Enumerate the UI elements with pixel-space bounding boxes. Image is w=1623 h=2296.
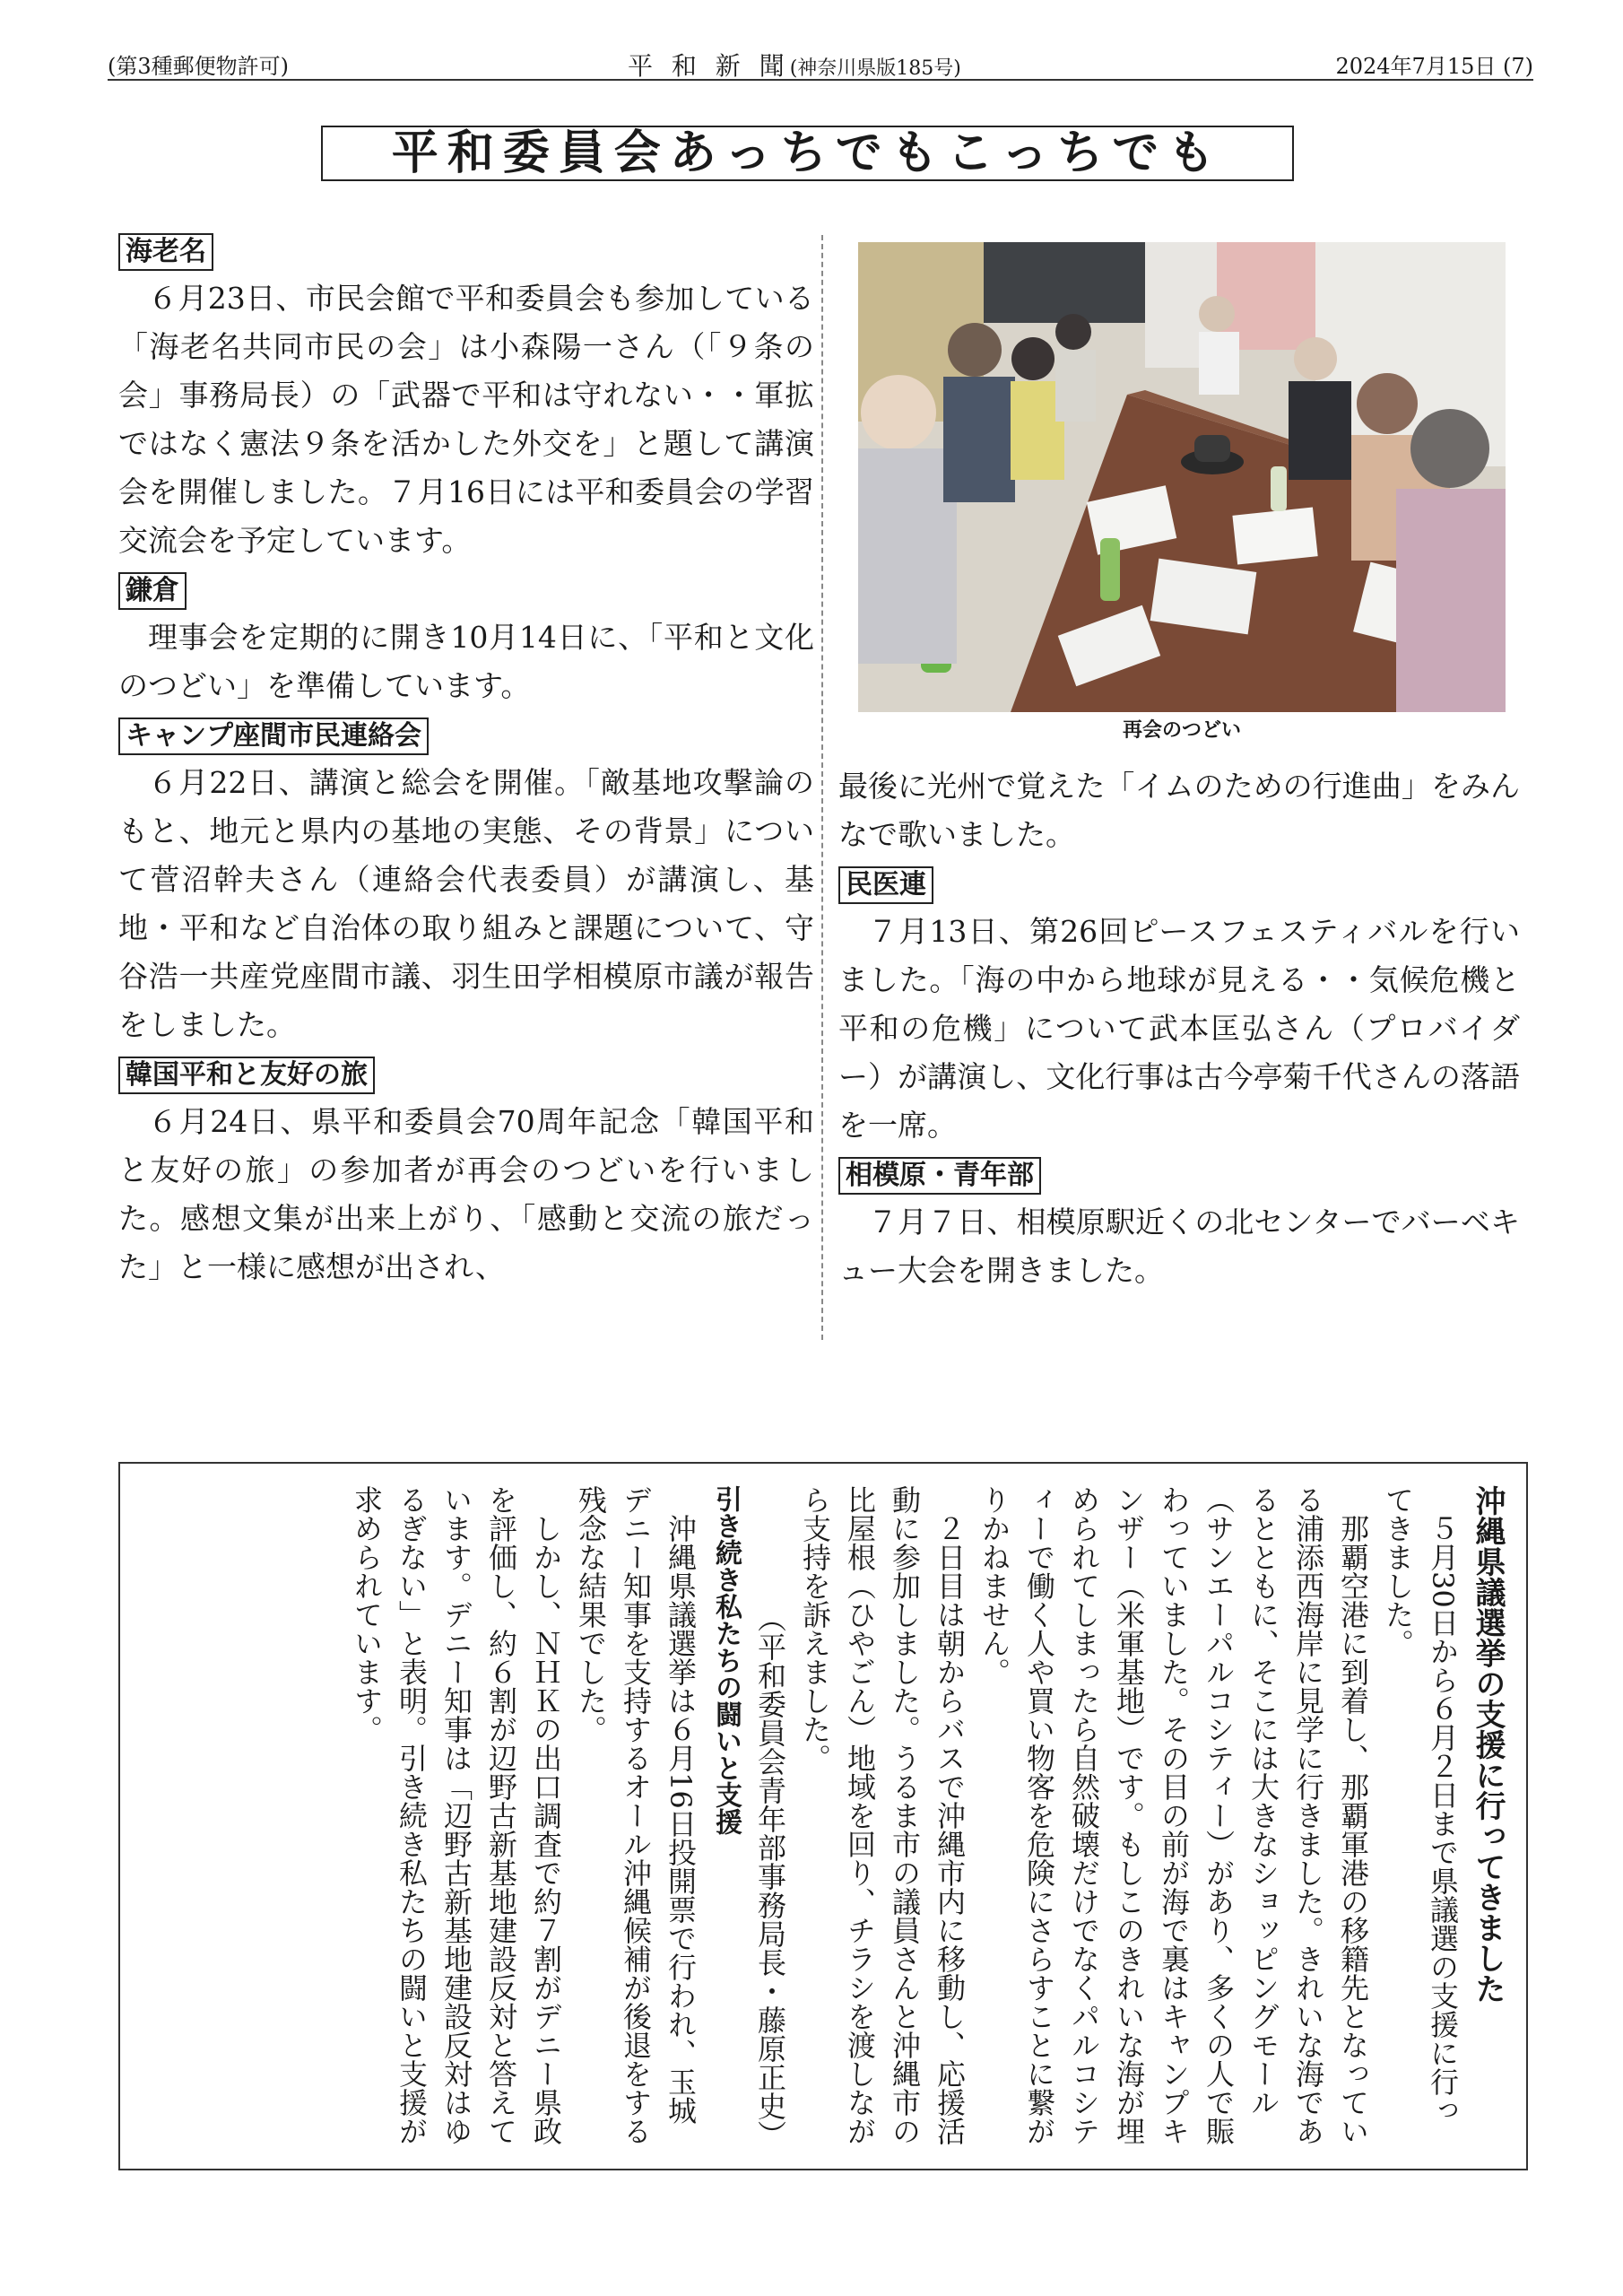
section-body-sagamihara: ７月７日、相模原駅近くの北センターでバーベキュー大会を開きました。: [838, 1205, 1520, 1288]
right-column: [838, 762, 1520, 1295]
meeting-photo-image: [858, 242, 1506, 712]
section-heading-ebina: 海老名: [118, 233, 213, 271]
okinawa-paragraph-4: しかし、ＮＨＫの出口調査で約７割がデニー県政を評価し、約６割が辺野古新基地建設反対と答えています。デニー知事は「辺野古新基地建設反対はゆるぎない」と表明。引き続き私たちの闘いと支援が求められています。: [350, 1485, 563, 2145]
section-heading-sagamihara: 相模原・青年部: [838, 1157, 1041, 1195]
newspaper-title: [628, 47, 961, 83]
okinawa-article-title: 沖縄県議選挙の支援に行ってきました: [1470, 1485, 1506, 2004]
section-heading-kamakura: 鎌倉: [118, 572, 187, 610]
okinawa-intro: ５月30日から６月２日まで県議選の支援に行ってきました。: [1381, 1485, 1460, 2125]
postal-permit: (第3種郵便物許可): [108, 54, 289, 79]
section-body-minirenren: ７月13日、第26回ピースフェスティバルを行いました。「海の中から地球が見える・・気候危機と平和の危機」について武本匡弘さん（プロバイダー）が講演し、文化行事は古今亭菊千代さんの落語を一席。: [838, 914, 1520, 1143]
section-body-kamakura: 理事会を定期的に開き10月14日に、「平和と文化のつどい」を準備しています。: [118, 620, 814, 703]
section-body-korea: ６月24日、県平和委員会70周年記念「韓国平和と友好の旅」の参加者が再会のつどいを行いました。感想文集が出来上がり、「感動と交流の旅だった」と一様に感想が出され、: [118, 1104, 814, 1284]
section-body-korea-continued: 最後に光州で覚えた「イムのための行進曲」をみんなで歌いました。: [838, 769, 1520, 852]
okinawa-article: [344, 1485, 1510, 2149]
okinawa-paragraph-2: ２日目は朝からバスで沖縄市内に移動し、応援活動に参加しました。うるま市の議員さんと沖縄市の比屋根（ひやごん）地域を回り、チラシを渡しながら支持を訴えました。: [798, 1485, 967, 2145]
page-headline: 平和委員会あっちでもこっちでも: [321, 126, 1294, 181]
edition-number: (神奈川県版185号): [789, 57, 961, 80]
okinawa-subheading: 引き続き私たちの闘いと支援: [710, 1485, 742, 1835]
left-column: [118, 226, 814, 1292]
okinawa-credit: （平和委員会青年部事務局長・藤原正史）: [753, 1604, 787, 2149]
section-heading-minirenren: 民医連: [838, 866, 933, 904]
section-body-ebina: ６月23日、市民会館で平和委員会も参加している「海老名共同市民の会」は小森陽一さん（「９条の会」事務局長）の「武器で平和は守れない・・軍拡ではなく憲法９条を活かした外交を」と題して講演会を開催しました。７月16日には平和委員会の学習交流会を予定しています。: [118, 281, 814, 558]
okinawa-paragraph-1: 那覇空港に到着し、那覇軍港の移籍先となっている浦添西海岸に見学に行きました。きれいな海であるとともに、そこには大きなショッピングモール（サンエーパルコシティー）があり、多くの人で賑わっていました。その目の前が海で裏はキャンプキンザー（米軍基地）です。もしこのきれいな海が埋められてしまったら自然破壊だけでなくパルコシティーで働く人や買い物客を危険にさらすことに繋がりかねません。: [977, 1485, 1370, 2145]
okinawa-article-box: [118, 1462, 1528, 2170]
section-body-zama: ６月22日、講演と総会を開催。「敵基地攻撃論のもと、地元と県内の基地の実態、その背景」について菅沼幹夫さん（連絡会代表委員）が講演し、基地・平和など自治体の取り組みと課題について、守谷浩一共産党座間市議、羽生田学相模原市議が報告をしました。: [118, 765, 814, 1042]
newspaper-name: 平 和 新 聞: [628, 51, 790, 81]
photo-caption: 再会のつどい: [1122, 719, 1241, 742]
meeting-photo: [858, 242, 1506, 712]
okinawa-paragraph-3: 沖縄県議選挙は６月16日投開票で行われ、玉城デニー知事を支持するオール沖縄候補が後退をする残念な結果でした。: [574, 1485, 698, 2145]
section-heading-zama: キャンプ座間市民連絡会: [118, 718, 429, 755]
masthead: [108, 47, 1533, 81]
column-divider: [821, 235, 823, 1340]
section-heading-korea: 韓国平和と友好の旅: [118, 1057, 375, 1094]
issue-date: 2024年7月15日 (7): [1335, 54, 1533, 79]
